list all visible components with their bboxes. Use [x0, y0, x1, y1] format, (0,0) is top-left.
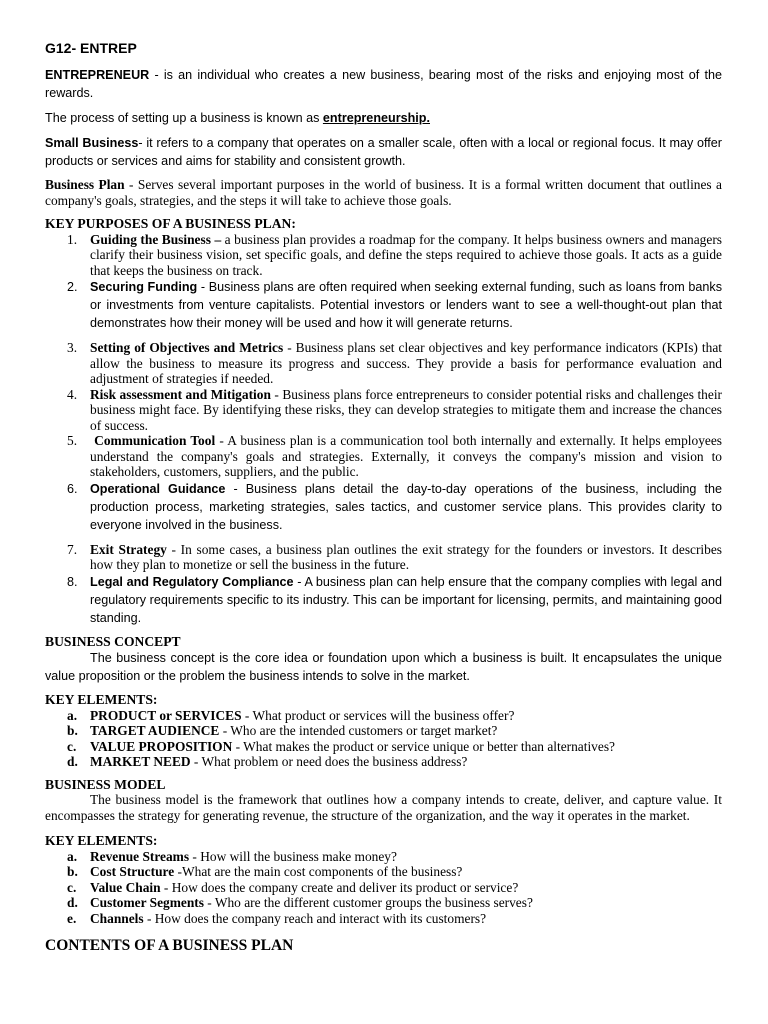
- concept-elements-list: [45, 708, 722, 770]
- list-item: c. VALUE PROPOSITION - What makes the product or service unique or better than alternatives?: [67, 738, 615, 754]
- entrepreneur-term: ENTREPRENEUR: [45, 68, 150, 82]
- small-business-definition: Small Business- it refers to a company that operates on a smaller scale, often with a local or regional focus. It may offer products or services and aims for stability and consistent growth.: [45, 136, 722, 168]
- business-model-text: The business model is the framework that outlines how a company intends to create, deliver, and capture value. It encompasses the strategy for generating revenue, the structure of the organization, and the way it operates in the market.: [45, 792, 722, 823]
- business-concept-text: The business concept is the core idea or foundation upon which a business is built. It encapsulates the unique value proposition or the problem the business intends to solve in the market.: [45, 651, 722, 683]
- list-item: 3. Setting of Objectives and Metrics - Business plans set clear objectives and key performance indicators (KPIs) that allow the business to measure its progress and success. They provide a basis for performance evaluation and adjustment of strategies if needed.: [67, 340, 722, 386]
- list-item: d. Customer Segments - Who are the different customer groups the business serves?: [67, 895, 533, 910]
- list-item: 8. Legal and Regulatory Compliance - A business plan can help ensure that the company complies with legal and regulatory requirements specific to its industry. This can be important for licensing, permits, and maintaining good standing.: [67, 574, 722, 625]
- list-item: 1. Guiding the Business – a business plan provides a roadmap for the company. It helps business owners and managers clarify their business vision, set specific goals, and define the steps required to achieve those goals. It acts as a guide that keeps the business on track.: [67, 231, 722, 278]
- entrepreneurship-term: entrepreneurship.: [322, 111, 430, 125]
- business-plan-definition: Business Plan - Serves several important purposes in the world of business. It is a formal written document that outlines a company's goals, strategies, and the steps it will take to achieve those goals.: [45, 177, 722, 208]
- list-item: d. MARKET NEED - What problem or need does the business address?: [67, 754, 468, 769]
- entrepreneur-definition: ENTREPRENEUR - is an individual who creates a new business, bearing most of the risks and enjoying most of the rewards.: [45, 68, 722, 100]
- list-item: a. Revenue Streams - How will the business make money?: [67, 848, 397, 864]
- entrepreneurship-sentence: The process of setting up a business is known as entrepreneurship.: [45, 111, 430, 125]
- list-item: 7. Exit Strategy - In some cases, a business plan outlines the exit strategy for the founders or investors. It describes how they plan to monetize or sell the business in the future.: [67, 541, 723, 572]
- list-item: b. Cost Structure -What are the main cost components of the business?: [67, 864, 463, 879]
- key-purposes-list: [45, 232, 722, 627]
- contents-heading: CONTENTS OF A BUSINESS PLAN: [45, 937, 294, 954]
- list-item: 2. Securing Funding - Business plans are often required when seeking external funding, such as loans from banks or investments from venture capitalists. Potential investors or lenders want to see a well-thought-out plan that demonstrates how their money will be used and how it will generate returns.: [67, 280, 722, 330]
- list-item: 4. Risk assessment and Mitigation - Business plans force entrepreneurs to consider potential risks and challenges their business might face. By identifying these risks, they can develop strategies to mitigate them and increase the chances of success.: [67, 386, 723, 433]
- small-business-term: Small Business: [45, 136, 139, 150]
- list-item: a. PRODUCT or SERVICES - What product or services will the business offer?: [67, 707, 515, 723]
- key-purposes-heading: KEY PURPOSES OF A BUSINESS PLAN:: [45, 216, 296, 231]
- list-item: 6. Operational Guidance - Business plans detail the day-to-day operations of the business, including the production process, marketing strategies, sales tactics, and customer service plans. This provides clarity to everyone involved in the business.: [67, 481, 722, 532]
- model-elements-heading: KEY ELEMENTS:: [45, 833, 158, 848]
- business-plan-term: Business Plan: [45, 177, 125, 192]
- list-item: e. Channels - How does the company reach and interact with its customers?: [67, 910, 487, 926]
- concept-elements-heading: KEY ELEMENTS:: [45, 692, 158, 707]
- business-concept-heading: BUSINESS CONCEPT: [45, 633, 181, 649]
- list-item: c. Value Chain - How does the company create and deliver its product or service?: [67, 879, 519, 895]
- model-elements-list: [45, 849, 722, 927]
- list-item: 5. Communication Tool - A business plan is a communication tool both internally and externally. It helps employees understand the company's goals and strategies. Externally, it conveys the company's mission and vision to stakeholders, customers, suppliers, and the public.: [67, 433, 722, 479]
- document-title: G12- ENTREP: [45, 40, 137, 56]
- business-model-heading: BUSINESS MODEL: [45, 776, 166, 792]
- list-item: b. TARGET AUDIENCE - Who are the intended customers or target market?: [67, 723, 498, 738]
